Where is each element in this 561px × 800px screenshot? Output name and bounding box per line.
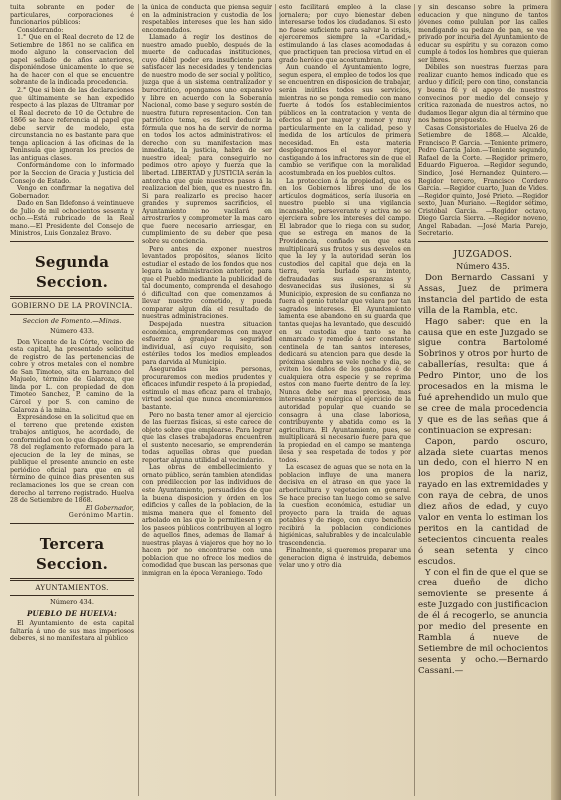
page-edge	[551, 0, 561, 800]
paragraph: Despejada nuestra situacion económica, emprenderemos con mayor esfuerzo á granjear la seguridad individual, así cuyo requisito, son estériles todos los medios empleados para darvida al Municipio.	[142, 320, 272, 366]
column-rule	[138, 4, 139, 796]
pueblo-heading: PUEBLO DE HUELVA:	[26, 608, 118, 618]
subsection-fomento: Seccion de Fomento.—Minas.	[22, 316, 122, 325]
paragraph: Pero no basta tener amor al ejercicio de las fuerzas físicas, si este carece de objeto sobre que emplearse. Para lograr que las clases trabajadoras encuentren el sustento necesario, se emprenderán todas aquellas obras que puedan reportar alguna utilidad al vecindario.	[142, 411, 272, 464]
paragraph: esto facilitará empleo á la clase jornalera; por cuyo bienestar deben interesarse todos los ciudadanos. Si esto no fuese suficiente para salvar la crisis, ejerceremos siempre la «Caridad,» estimulando á las clases acomodadas á que practiquen tan preciosa virtud en el grado heróico que acostumbran.	[279, 4, 411, 64]
paragraph: Finalmente, si queremos preparar una generacion digna é instruida, debemos velar uno y otro dia	[279, 547, 411, 570]
divider	[10, 523, 134, 524]
divider	[10, 595, 134, 596]
signature-name: Gerónimo Martin.	[68, 512, 134, 520]
divider	[10, 296, 134, 299]
column-2	[142, 4, 272, 796]
paragraph: Vengo en confirmar la negativa del Gobernador.	[10, 185, 134, 200]
paragraph: Y con el fin de que el que se crea dueño de dicho semoviente se presente á este Juzgado con justificacion de él á recogerlo, se anuncia por medio del presente en Rambla á nueve de Setiembre de mil ochocientos sesenta y ocho.—Bernardo Cassani.—	[418, 567, 548, 676]
section-title-segunda: Segunda Seccion.	[34, 252, 110, 291]
column-3	[279, 4, 411, 796]
paragraph: Dado en San Ildefonso á veintinueve de Julio de mil ochocientos sesenta y ocho.—Está rubricado de la Real mano.—El Presidente del Consejo de Ministros, Luis Gonzalez Bravo.	[10, 200, 134, 238]
paragraph: Considerando:	[17, 26, 64, 34]
notice-number: Número 433.	[49, 327, 95, 336]
paragraph: 1.° Que en el Real decreto de 12 de Setiembre de 1861 no se califica en modo alguno la conservacion del papel sellado de años anteriores, disponiéndose únicamente lo que se ha de hacer con el que se encuentre sobrante de la indicada procedencia.	[10, 34, 134, 87]
paragraph: Pero antes de exponer nuestros levantados propósitos, séanos lícito estudiar el estado de los fondos que nos legara la administracion anterior, para que el Pueblo mediante la publicidad de tal documento, comprenda el desahogo ó dificultad con que comenzamos á llevar nuestro cometido, y pueda comparar algun día el resultado de nuestras administraciones.	[142, 245, 272, 321]
divider	[418, 241, 548, 242]
paragraph: y sin descanso sobre la primera educacion y que ninguno de tantos jóvenes como pululan por las calles mendigando su pedazo de pan, se vea privado por incuria del Ayuntamiento de educar su espíritu y su corazon como cumple á todos los hombres que quieran ser libres.	[418, 4, 548, 64]
paragraph: Capon, pardo oscuro, alzada siete cuartas menos un dedo, con el hierro N en los propios de la nariz, rayado en las extremidades y con raya de cebra, de unos diez años de edad, y cuyo valor en venta lo estiman los peritos en la cantidad de setecientos cincuenta reales ó sean setenta y cinco escudos.	[418, 436, 548, 567]
paragraph: Aun cuando el Ayuntamiento logre, segun espera, el empleo de todos los que se encuentren en disposicion de trabajar, serán inútiles todos sus servicios, mientras no se ponga remedio con mano fuerte á todos los establecimientos públicos en la contratacion y venta de efectos al por mayor y menor y muy particularmente en la calidad, peso y medida de los artículos de primera necesidad. En esta materia desplegaremos el mayor rigor, castigando á los infractores sin de que el cambio se verifique con la moralidad acostumbrada en los pueblos cultos.	[279, 64, 411, 178]
paragraph: Don Bernardo Cassani y Assas, Juez de primera instancia del partido de esta villa de la Rambla, etc.	[418, 273, 548, 316]
subsection-title-ayuntamientos: AYUNTAMIENTOS.	[35, 583, 109, 592]
paragraph: Aseguradas las personas, procuraremos con medios prudentes y eficaces infundir respeto á la propiedad, estimulo el mas eficaz para el trabajo, virtud social que nunca encomiaremos bastante.	[142, 366, 272, 411]
column-4	[418, 4, 548, 796]
paragraph: Las obras de embellecimiento y ornato público, serán tambien atendidas con predileccion por las individuos de este Ayuntamiento, persuadidos de que la buena disposicion y órden en los edificios y calles de la poblacion, de la misma manera que el fomento del arbolado en las que lo permitiesen y en los paseos públicos contribuyen al logro de aquellos fines, ademas de llamar á nuestras playas á viajeros que hoy no lo hacen por no encontrarse con una poblacion que no ofrece los medios de comodidad que buscan las personas que inmigran en la época Veraniego. Todo	[142, 464, 272, 578]
subsection-title-gobierno: GOBIERNO DE LA PROVINCIA.	[11, 301, 133, 310]
column-rule	[414, 4, 415, 796]
paragraph: Don Vicente de la Córte, vecino de esta capital, ha presentado solicitud de registro de las pertenencias de cobre y otros metales con el nombre de San Timoteo, sita en barranco del Majuelo, término de Galaroza, que linda por L. con propiedad de don Timoteo Sanchez, P. camino de la Cárcel y por S. con camino de Galaroza á la mina.	[10, 338, 134, 414]
paragraph: Llamado á regir los destinos de nuestro amado pueblo, después de la muerte de caducadas instituciones, cuyo débil poder era insuficiente para satisfacer las necesidades y tendencias de nuestro modo de ser social y político, juzga que á un sistema centralizador y burocrático, opongamos uno expansivo y libre en acuerdo con la Soberanía Nacional, como base y seguro sostén de nuestra futura representacion. Con tan patriótico tema, es fácil deducir la fórmula que nos ha de servir de norma en todos los actos administrativos: el derecho con su manifestacion mas inmediata, la justicia, habrá de ser nuestro ideal; para conseguirlo no pedimos otro apoyo y fuerza que la libertad. LIBERTAD y JUSTICIA serán la antorcha que guíe nuestros pasos á la realizacion del bien, que es nuestro fin. Si para realizarlo es preciso hacer grandes y supremos sacrificios, el Ayuntamiento no vacilará en arrostrarlos y comprometer la mas caro que fuere necesario arriesgar, en cumplimiento de su deber que pesa sobre su conciencia.	[142, 34, 272, 245]
column-rule	[275, 4, 276, 796]
paragraph: Débiles son nuestras fuerzas para realizar cuanto hemos indicado que es arduo y difícil; pero con tino, constancia y buena fé y el apoyo de nuestros convecinos por medio del consejo y crítica razonada de nuestros actos, no dudamos llegar algun dia al término que nos hemos propuesto.	[418, 64, 548, 125]
notice-number: Número 435.	[456, 261, 510, 271]
divider	[10, 578, 134, 581]
paragraph: El Ayuntamiento de esta capital faltaría á uno de sus mas imperiosos deberes, si no manifestara al público	[10, 620, 134, 643]
paragraph: La proteccion á la propiedad, que es en los Gobiernos libres uno de los artículos dogmáticos, sería ilusoria en nuestro pueblo si una vigilancia incansable, perseverante y activa no se ejerciera sobre los intereses del campo. El labrador que lo riega con su sudor, que se estrega en manos de la Providencia, confiado en que esta multiplicará sus frutos y sus desvelos en que la ley y la autoridad serán los custodios del capital que deja en la tierra, vería burlado su intento, defraudadas sus esperanzas y desvanecidas sus ilusiones, si su Municipio, expresion de su confianza no fuera el genio tutelar que velara por tan sagrados intereses. El Ayuntamiento lamenta ese abandono en su guarda que tantas quejas ha levantado, que descuidó en su custodia que tanto se ha enmarcado y remedio á ser constante centinela de tan santos intereses, dedicará su atencion para que desde la próxima siembra se vele noche y dia, se eviten los daños de los ganados é de cualquiera otra especie y se reprima estos con mano fuerte dentro de la ley. Nunca debe ser mas preciosa, mas interesante y enérgica el ejercicio de la autoridad popular que cuando se consagra á una clase laboriosa, contribuyente y abatida como es la agricultura. El Ayuntamiento, pues, se multiplicará si necesario fuere para que la propiedad en el campo se mantenga ilesa y sea respetada de todos y por todos.	[279, 177, 411, 464]
paragraph: 2.° Que si bien de las declaraciones que últimamente se han expedido respecto á las plazas de Ultramar por el Real decreto de 10 de Octubre de 1866 se hace referencia al papel que debe servir de modelo, esta circunstancia no es bastante para que tenga aplicacion á las oficinas de la Peninsula que ignoran los precios de las antiguas clases.	[10, 87, 134, 162]
section-title-tercera: Tercera Seccion.	[35, 534, 109, 573]
paragraph: Hago saber: que en la causa que en este Juzgado se sigue contra Bartolomé Sobrinos y otros por hurto de caballerías, resulta: que á Pedro Pintor, uno de los procesados en la misma le fué aprehendido un mulo que se cree de mala procedencia y que es de las señas que á continuacion se expresan:	[418, 316, 548, 436]
signature-role: El Gobernador,	[85, 504, 134, 512]
paragraph: Expresándose en la solicitud que en el terreno que pretende existen trabajos antiguos, he acordado, de conformidad con lo que dispone el art. 78 del reglamento reformado para la ejecucion de la ley de minas, se publique el presente anuncio en este periódico oficial para que en el término de quince dias presenten sus reclamaciones los que se crean con derecho al terreno registrado. Huelva 28 de Setiembre de 1868.	[10, 414, 134, 505]
paragraph: Casas Consistoriales de Huelva 26 de Setiembre de 1868.— Alcalde, Francisco P. Garcia. —Teniente primero, Pedro Garcia Jalon.—Teniente segundo, Rafael de la Corte. —Regidor primero, Eduardo Figueroa. —Regidor segundo, Sindico, José Hernandez Quintero.—Regidor tercero, Francisco Cordero Garcia. —Regidor cuarto, Juan de Vides. —Regidor quinto, José Prieto. —Regidor sexto, Juan Muriano. —Regidor sétimo, Cristóbal Garcia. —Regidor octavo, Diego Garcia Sierra. —Regidor noveno, Angel Rabadan. —José Maria Parejo, Secretario.	[418, 124, 548, 238]
paragraph: Conformándome con lo informado por la Seccion de Gracia y Justicia del Consejo de Estado.	[10, 162, 134, 185]
divider	[10, 241, 134, 242]
divider	[10, 314, 134, 315]
section-title-juzgados: JUZGADOS.	[453, 249, 513, 260]
paragraph: la única de conducta que piensa seguir en la administracion y custodia de los respetables intereses que les han sido encomendados.	[142, 4, 272, 34]
column-1	[10, 4, 134, 796]
notice-number: Número 434.	[49, 598, 95, 607]
paragraph: La escasez de aguas que se nota en la poblacion influye de una manera decisiva en el atraso en que yace la arboricultura y vegetacion en general. Se hace preciso tan luego como se salve la cuestion económica, estudiar un proyecto para la traida de aguas potables y de riego, con cuyo beneficio recibirá la poblacion condiciones higiénicas, salubrables y de incalculable trascendencia.	[279, 464, 411, 547]
paragraph: tuita sobrante en poder de particulares, corporaciones é funcionarios públicos:	[10, 4, 134, 27]
